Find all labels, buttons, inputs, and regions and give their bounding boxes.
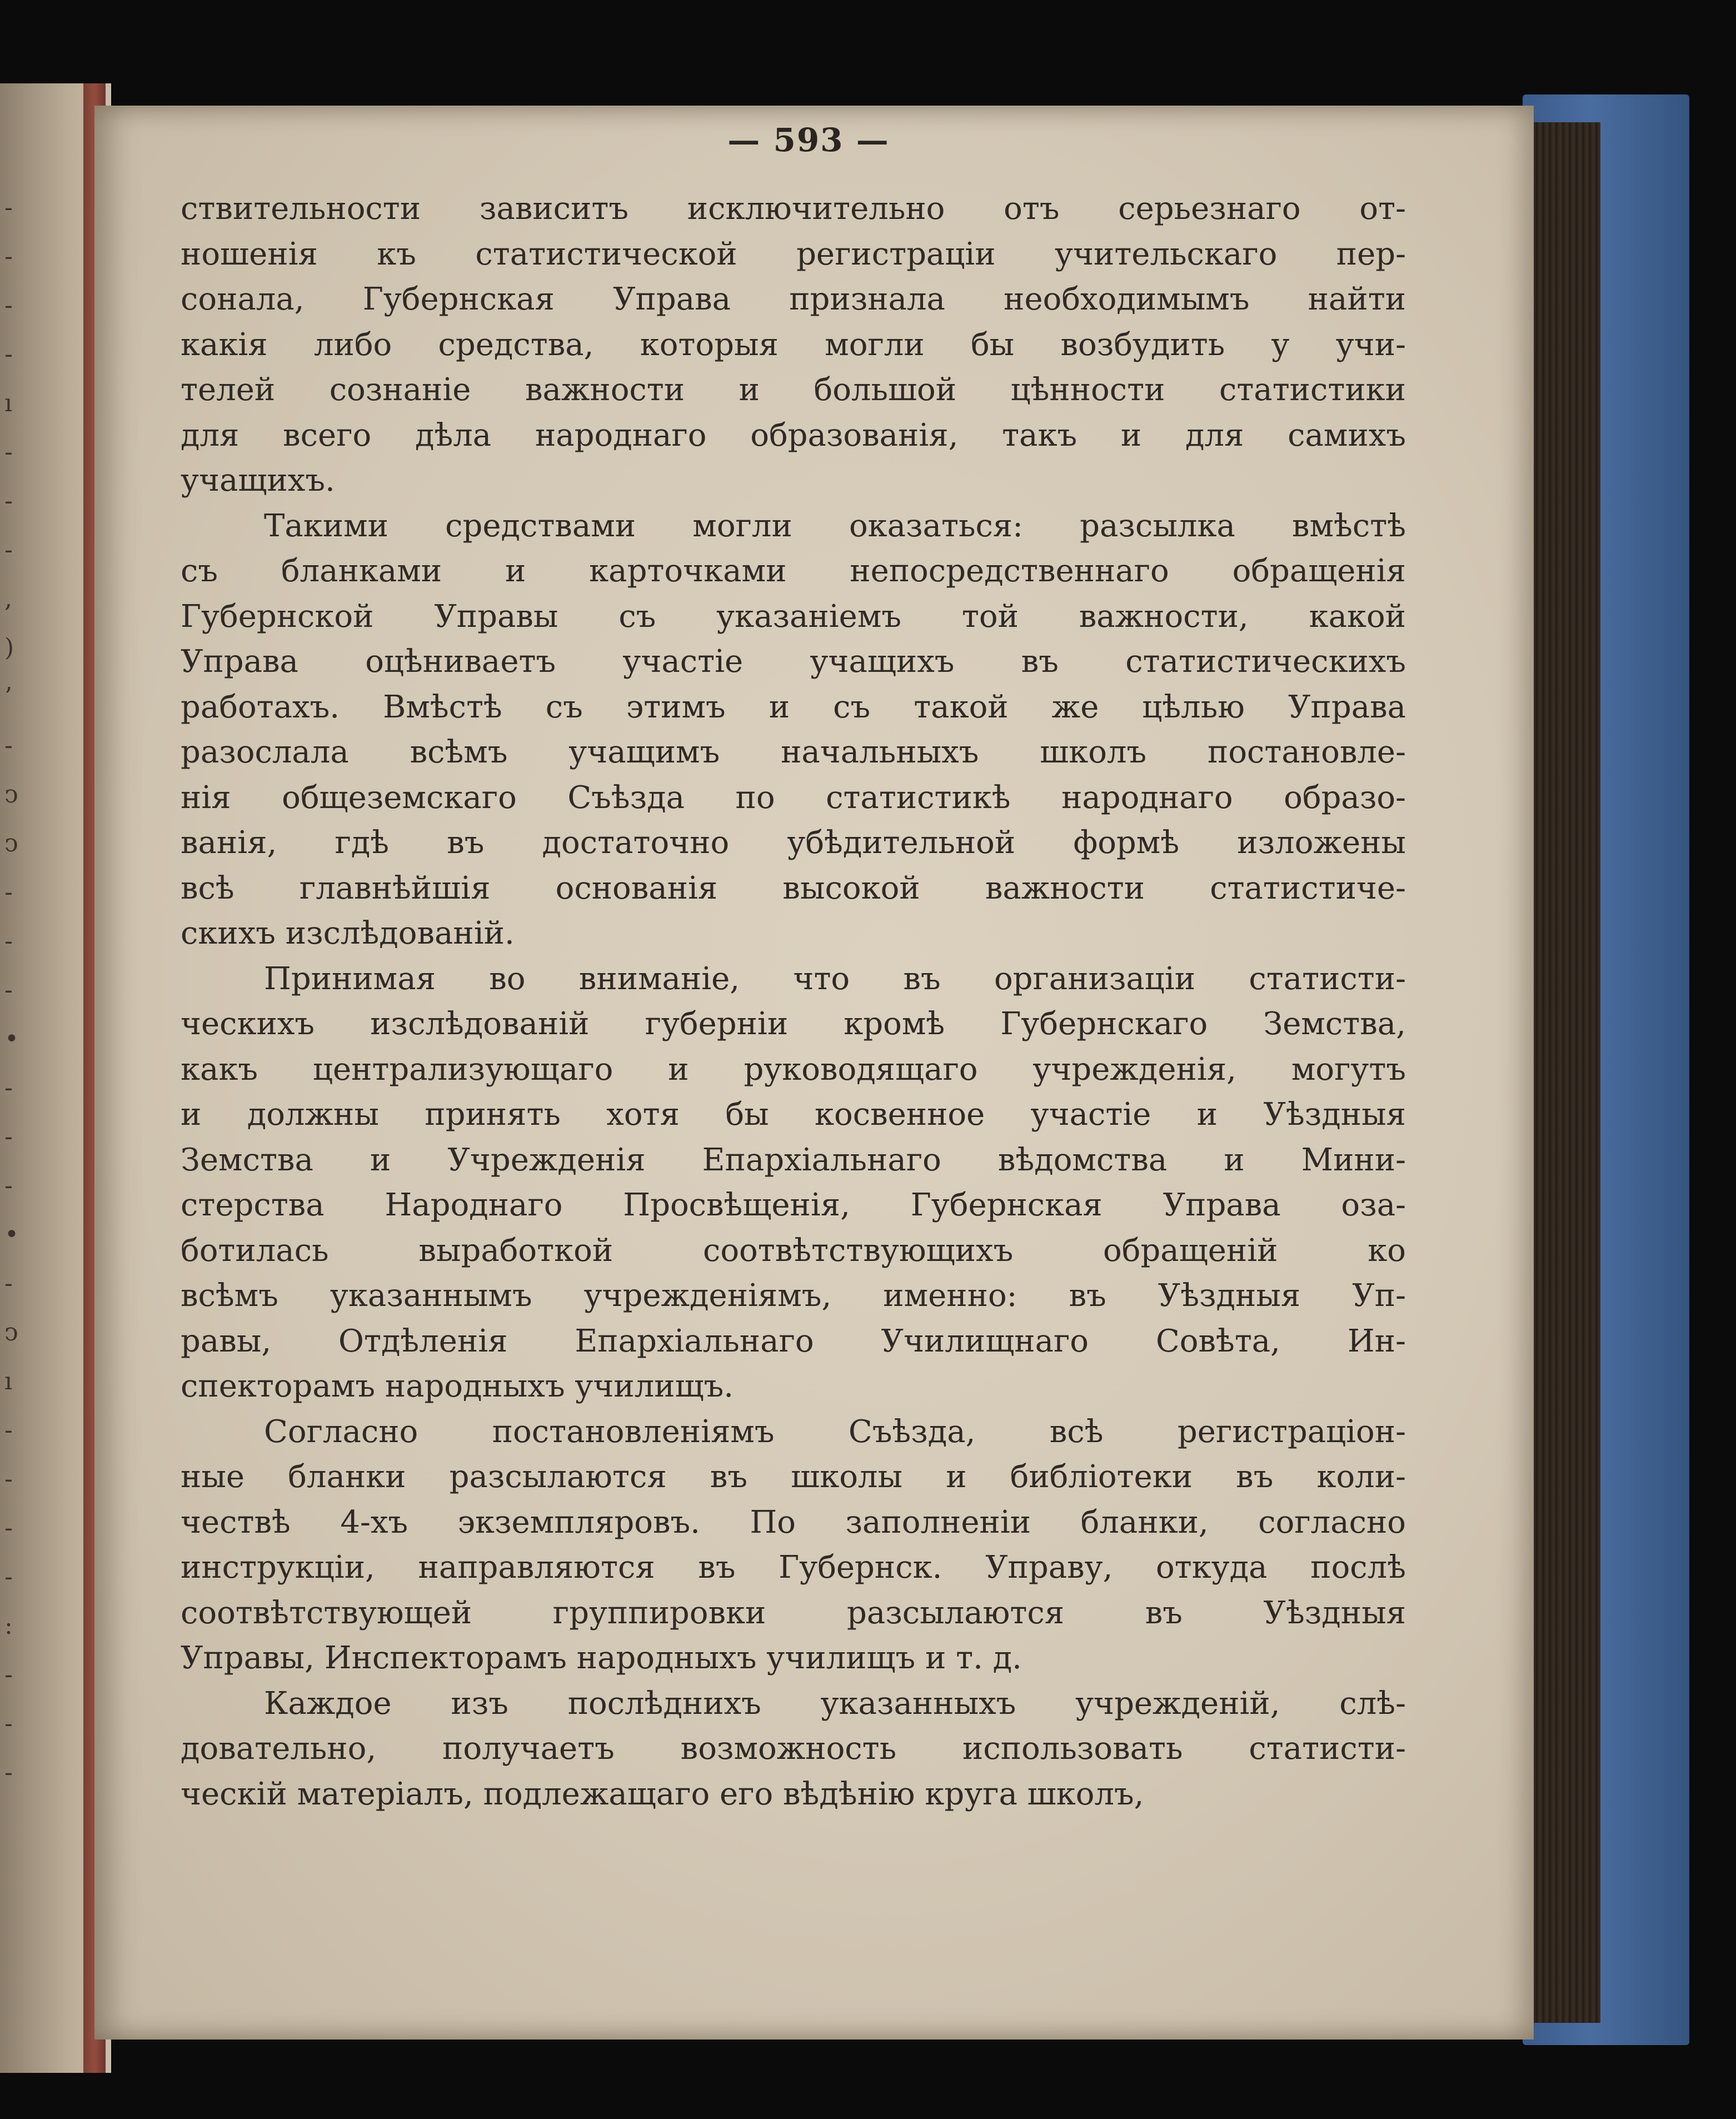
text-line: сонала, Губернская Управа признала необходимымъ найти (181, 281, 1406, 317)
text-line: скихъ изслѣдованій. (181, 915, 515, 951)
paragraph (181, 503, 1406, 956)
margin-mark: ͻ (4, 1318, 18, 1347)
margin-mark: • (4, 1220, 19, 1249)
text-line: довательно, получаетъ возможность использовать статисти- (181, 1731, 1406, 1767)
previous-page-margin-marks (4, 183, 27, 1787)
text-line: стерства Народнаго Просвѣщенія, Губернская Управа оза- (181, 1187, 1406, 1223)
margin-mark: - (4, 1514, 13, 1542)
text-line: какъ централизующаго и руководящаго учрежденія, могутъ (181, 1051, 1406, 1088)
margin-mark: ͻ (4, 829, 18, 857)
margin-mark: - (4, 927, 13, 955)
paragraph (181, 186, 1406, 503)
text-line: Земства и Учрежденія Епархіальнаго вѣдомства и Мини- (181, 1141, 1406, 1178)
margin-mark: ı (4, 1367, 13, 1395)
margin-mark: - (4, 976, 13, 1004)
margin-mark: - (4, 1171, 13, 1200)
margin-mark: - (4, 878, 13, 906)
text-line: работахъ. Вмѣстѣ съ этимъ и съ такой же цѣлью Управа (181, 689, 1406, 725)
text-line: Такими средствами могли оказаться: разсылка вмѣстѣ (264, 507, 1406, 544)
margin-mark: - (4, 1709, 13, 1738)
margin-mark: ͻ (4, 780, 18, 809)
text-line: ствительности зависитъ исключительно отъ серьезнаго от- (181, 191, 1406, 227)
text-line: Каждое изъ послѣднихъ указанныхъ учрежденій, слѣ- (264, 1685, 1406, 1722)
text-line: равы, Отдѣленія Епархіальнаго Училищнаго Совѣта, Ин- (181, 1323, 1406, 1359)
text-line: ванія, гдѣ въ достаточно убѣдительной формѣ изложены (181, 825, 1406, 861)
text-line: Принимая во вниманіе, что въ организаціи статисти- (264, 960, 1406, 997)
book-page (94, 106, 1534, 2040)
margin-mark: , (4, 585, 12, 613)
margin-mark: - (4, 1661, 13, 1689)
text-line: ботилась выработкой соотвѣтствующихъ обращеній ко (181, 1232, 1406, 1269)
margin-mark: • (4, 1025, 19, 1053)
text-line: для всего дѣла народнаго образованія, такъ и для самихъ (181, 417, 1406, 453)
text-line: инструкціи, направляются въ Губернск. Управу, откуда послѣ (181, 1549, 1406, 1585)
body-text (181, 186, 1406, 1817)
text-line: соотвѣтствующей группировки разсылаются въ Уѣздныя (181, 1594, 1406, 1631)
margin-mark: ) (4, 634, 14, 662)
margin-mark: - (4, 1758, 13, 1787)
text-line: нія общеземскаго Съѣзда по статистикѣ народнаго образо- (181, 779, 1406, 816)
text-line: ные бланки разсылаются въ школы и библіотеки въ коли- (181, 1459, 1406, 1495)
text-line: ческихъ изслѣдованій губерніи кромѣ Губернскаго Земства, (181, 1006, 1406, 1042)
page-number: — 593 — (727, 121, 890, 159)
margin-mark: ı (4, 389, 13, 417)
margin-mark: - (4, 438, 13, 466)
paragraph (181, 1681, 1406, 1817)
text-line: ношенія къ статистической регистраціи учительскаго пер- (181, 236, 1406, 272)
margin-mark: - (4, 1269, 13, 1298)
text-line: учащихъ. (181, 462, 335, 498)
text-line: Управы, Инспекторамъ народныхъ училищъ и т. д. (181, 1640, 1022, 1676)
text-line: Согласно постановленіямъ Съѣзда, всѣ регистраціон- (264, 1413, 1406, 1450)
text-line: Губернской Управы съ указаніемъ той важности, какой (181, 598, 1406, 635)
margin-mark: : (4, 1612, 13, 1640)
text-line: и должны принять хотя бы косвенное участіе и Уѣздныя (181, 1096, 1406, 1133)
margin-mark: - (4, 1074, 13, 1102)
margin-mark: - (4, 340, 13, 368)
margin-mark: - (4, 1465, 13, 1493)
text-line: всѣ главнѣйшія основанія высокой важности статистиче- (181, 870, 1406, 906)
text-line: спекторамъ народныхъ училищъ. (181, 1368, 734, 1404)
text-line: какія либо средства, которыя могли бы возбудить у учи- (181, 326, 1406, 363)
text-line: телей сознаніе важности и большой цѣнности статистики (181, 372, 1406, 408)
margin-mark: - (4, 242, 13, 271)
margin-mark: - (4, 536, 13, 564)
text-line: чествѣ 4-хъ экземпляровъ. По заполненіи бланки, согласно (181, 1504, 1406, 1540)
margin-mark: - (4, 1123, 13, 1151)
margin-mark: - (4, 487, 13, 515)
text-line: ческій матеріалъ, подлежащаго его вѣдѣнію круга школъ, (181, 1776, 1144, 1812)
margin-mark: - (4, 1563, 13, 1591)
text-line: Управа оцѣниваетъ участіе учащихъ въ статистическихъ (181, 644, 1406, 680)
paragraph (181, 956, 1406, 1409)
margin-mark: - (4, 291, 13, 320)
paragraph (181, 1409, 1406, 1681)
text-line: разослала всѣмъ учащимъ начальныхъ школъ постановле- (181, 734, 1406, 770)
margin-mark: - (4, 731, 13, 760)
margin-mark: - (4, 193, 13, 222)
margin-mark: - (4, 1416, 13, 1444)
text-line: съ бланками и карточками непосредственнаго обращенія (181, 553, 1406, 589)
margin-mark: ’ (4, 682, 12, 711)
text-line: всѣмъ указаннымъ учрежденіямъ, именно: въ Уѣздныя Уп- (181, 1278, 1406, 1314)
